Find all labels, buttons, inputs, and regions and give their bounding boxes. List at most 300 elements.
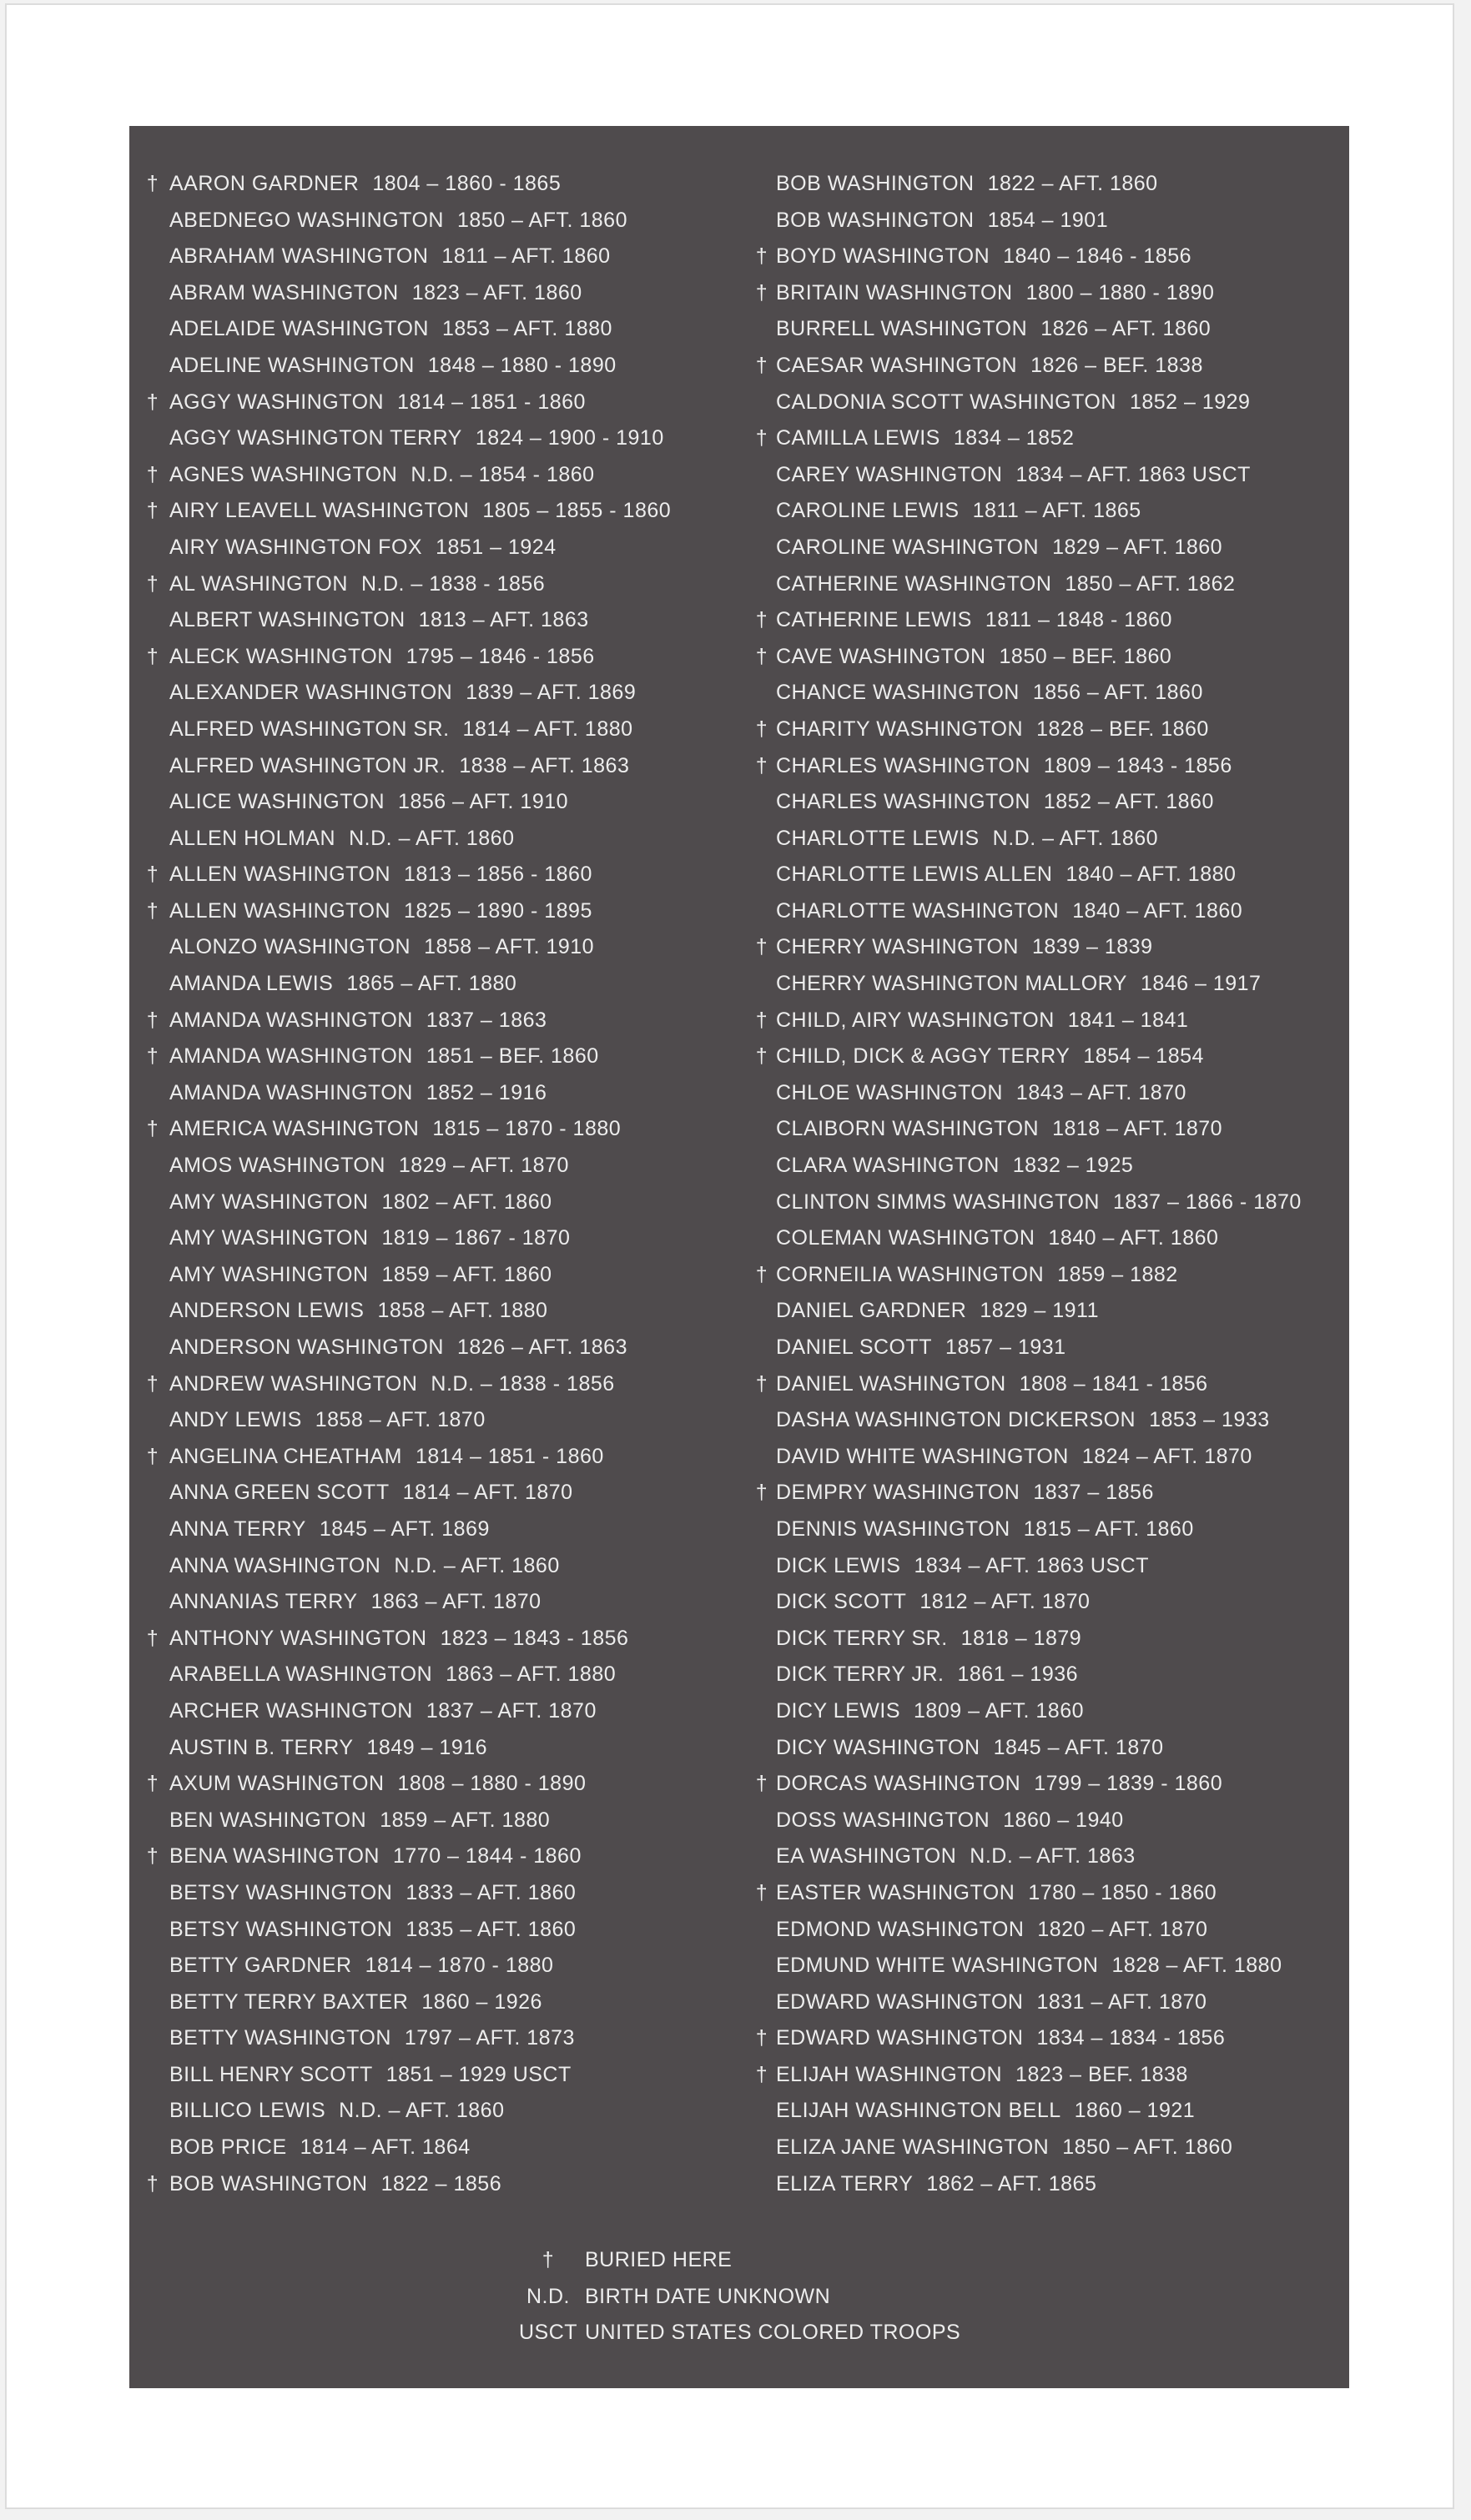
entry-name: [776, 1548, 1149, 1585]
life-dates: 1856 – AFT. 1910: [398, 790, 569, 814]
person-name: ELIJAH WASHINGTON: [776, 2062, 1003, 2086]
name-entry: [738, 929, 1349, 966]
person-name: ANDERSON WASHINGTON: [169, 1335, 444, 1359]
name-entry: [738, 1257, 1349, 1294]
entry-name: [169, 929, 594, 966]
entry-name: [776, 1948, 1282, 1984]
entry-name: [776, 457, 1251, 494]
name-entry: [738, 1875, 1349, 1912]
life-dates: 1828 – AFT. 1880: [1111, 1954, 1282, 1978]
person-name: ADELAIDE WASHINGTON: [169, 317, 429, 341]
entry-name: [776, 1330, 1066, 1366]
buried-here-mark: †: [146, 2171, 159, 2196]
life-dates: 1859 – AFT. 1880: [380, 1808, 551, 1832]
entry-name: [169, 203, 627, 239]
entry-name: [169, 1111, 621, 1148]
name-entry: [129, 348, 738, 385]
person-name: CAESAR WASHINGTON: [776, 353, 1018, 377]
person-name: ALEXANDER WASHINGTON: [169, 681, 453, 705]
buried-here-mark: †: [146, 172, 159, 195]
person-name: BOB WASHINGTON: [776, 208, 975, 232]
buried-here-mark: †: [755, 280, 768, 304]
entry-name: [169, 1003, 547, 1039]
name-entry: [738, 1621, 1349, 1657]
person-name: BETTY WASHINGTON: [169, 2026, 391, 2050]
entry-name: [169, 1257, 552, 1294]
life-dates: 1837 – 1863: [426, 1008, 547, 1032]
name-entry: [129, 2130, 738, 2166]
person-name: EASTER WASHINGTON: [776, 1880, 1015, 1904]
life-dates: 1859 – AFT. 1860: [381, 1262, 552, 1286]
person-name: CHARLOTTE WASHINGTON: [776, 898, 1060, 923]
entry-name: [169, 1148, 569, 1185]
name-entry: [129, 1111, 738, 1148]
entry-name: [776, 2093, 1195, 2130]
memorial-plaque: [129, 126, 1349, 2388]
life-dates: 1823 – BEF. 1838: [1015, 2062, 1188, 2086]
life-dates: 1832 – 1925: [1012, 1154, 1134, 1178]
entry-name: [169, 1693, 597, 1730]
entry-name: [169, 1984, 542, 2021]
person-name: CHILD, DICK & AGGY TERRY: [776, 1044, 1071, 1069]
person-name: CAVE WASHINGTON: [776, 644, 986, 668]
entry-name: [169, 2093, 505, 2130]
person-name: CHARLOTTE LEWIS: [776, 826, 980, 850]
entry-name: [169, 1548, 560, 1585]
person-name: DICY WASHINGTON: [776, 1735, 980, 1759]
life-dates: 1854 – 1854: [1083, 1044, 1204, 1069]
person-name: CHARITY WASHINGTON: [776, 717, 1024, 741]
buried-here-mark: †: [146, 1844, 159, 1869]
life-dates: 1829 – AFT. 1860: [1052, 535, 1223, 559]
life-dates: 1834 – AFT. 1863 USCT: [1015, 462, 1251, 486]
name-entry: [129, 420, 738, 457]
name-entry: [738, 1220, 1349, 1257]
name-entry: [738, 1766, 1349, 1803]
buried-here-mark: †: [755, 1008, 768, 1032]
entry-name: [169, 1875, 576, 1912]
entry-name: [776, 1039, 1204, 1075]
person-name: BETTY TERRY BAXTER: [169, 1989, 409, 2014]
entry-name: [776, 1220, 1218, 1257]
entry-name: [776, 1657, 1078, 1693]
life-dates: 1858 – AFT. 1910: [424, 935, 595, 959]
name-entry: [738, 1439, 1349, 1476]
name-entry: [738, 639, 1349, 676]
entry-name: [169, 1766, 586, 1803]
entry-name: [776, 2130, 1232, 2166]
person-name: CLINTON SIMMS WASHINGTON: [776, 1190, 1100, 1214]
life-dates: 1837 – 1866 - 1870: [1112, 1190, 1302, 1214]
life-dates: 1797 – AFT. 1873: [404, 2026, 575, 2050]
life-dates: N.D. – AFT. 1860: [394, 1553, 560, 1577]
entry-name: [776, 966, 1261, 1003]
buried-here-mark: †: [146, 1444, 159, 1468]
entry-name: [776, 1838, 1136, 1875]
life-dates: 1858 – AFT. 1880: [377, 1299, 548, 1323]
life-dates: 1857 – 1931: [945, 1335, 1066, 1359]
name-entry: [129, 784, 738, 821]
name-entry: [129, 1148, 738, 1185]
person-name: DASHA WASHINGTON DICKERSON: [776, 1408, 1136, 1432]
buried-here-mark: †: [755, 353, 768, 377]
entry-name: [169, 821, 515, 858]
name-entry: [738, 1148, 1349, 1185]
life-dates: 1829 – AFT. 1870: [398, 1154, 569, 1178]
person-name: BOYD WASHINGTON: [776, 244, 990, 269]
entry-name: [776, 1803, 1124, 1839]
entry-name: [169, 1912, 576, 1949]
person-name: BOB WASHINGTON: [776, 172, 975, 195]
name-entry: [738, 821, 1349, 858]
person-name: ANNA WASHINGTON: [169, 1553, 381, 1577]
life-dates: 1840 – AFT. 1880: [1065, 863, 1237, 887]
entry-name: [169, 1730, 487, 1767]
name-entry: [738, 784, 1349, 821]
life-dates: 1825 – 1890 - 1895: [404, 898, 592, 923]
entry-name: [169, 530, 557, 566]
name-entry: [129, 966, 738, 1003]
entry-name: [776, 893, 1242, 930]
person-name: AIRY LEAVELL WASHINGTON: [169, 499, 470, 523]
entry-name: [776, 348, 1203, 385]
entry-name: [776, 530, 1222, 566]
entry-name: [776, 857, 1236, 893]
person-name: ANDY LEWIS: [169, 1408, 302, 1432]
name-entry: [738, 1003, 1349, 1039]
name-entry: [738, 385, 1349, 421]
entry-name: [776, 602, 1172, 639]
life-dates: 1838 – AFT. 1863: [459, 753, 630, 777]
buried-here-mark: †: [755, 1044, 768, 1069]
names-column-right: [738, 166, 1349, 2202]
entry-name: [776, 2020, 1225, 2057]
life-dates: 1823 – AFT. 1860: [411, 280, 582, 304]
life-dates: 1814 – AFT. 1870: [402, 1481, 573, 1505]
person-name: COLEMAN WASHINGTON: [776, 1226, 1035, 1250]
person-name: DAVID WHITE WASHINGTON: [776, 1444, 1069, 1468]
life-dates: 1854 – 1901: [987, 208, 1109, 232]
name-entry: [129, 457, 738, 494]
entry-name: [776, 748, 1232, 785]
buried-here-mark: †: [146, 571, 159, 596]
entry-name: [169, 1439, 604, 1476]
name-entry: [129, 1875, 738, 1912]
entry-name: [776, 2057, 1188, 2094]
person-name: ELIZA TERRY: [776, 2171, 914, 2196]
name-entry: [129, 1912, 738, 1949]
entry-name: [169, 602, 589, 639]
person-name: CAROLINE WASHINGTON: [776, 535, 1040, 559]
entry-name: [169, 1075, 547, 1112]
name-entry: [129, 275, 738, 312]
person-name: AL WASHINGTON: [169, 571, 348, 596]
person-name: DANIEL WASHINGTON: [776, 1371, 1006, 1396]
person-name: AUSTIN B. TERRY: [169, 1735, 354, 1759]
life-dates: 1811 – AFT. 1865: [972, 499, 1141, 523]
name-entry: [738, 1111, 1349, 1148]
name-entry: [129, 893, 738, 930]
legend-code: N.D.: [526, 2284, 570, 2308]
name-entry: [738, 1657, 1349, 1693]
person-name: AMY WASHINGTON: [169, 1262, 369, 1286]
life-dates: 1846 – 1917: [1140, 972, 1262, 996]
name-entry: [129, 1330, 738, 1366]
person-name: ALFRED WASHINGTON SR.: [169, 717, 450, 741]
life-dates: 1814 – 1851 - 1860: [397, 390, 586, 414]
person-name: ANGELINA CHEATHAM: [169, 1444, 402, 1468]
person-name: DICY LEWIS: [776, 1698, 901, 1723]
life-dates: 1833 – AFT. 1860: [406, 1880, 577, 1904]
name-entry: [738, 1948, 1349, 1984]
name-entry: [738, 748, 1349, 785]
legend-meaning: BURIED HERE: [585, 2248, 733, 2271]
life-dates: 1814 – AFT. 1864: [300, 2135, 471, 2160]
name-entry: [129, 1693, 738, 1730]
life-dates: 1850 – AFT. 1862: [1065, 571, 1236, 596]
person-name: CHERRY WASHINGTON: [776, 935, 1019, 959]
life-dates: 1815 – 1870 - 1880: [432, 1117, 622, 1141]
person-name: EDMUND WHITE WASHINGTON: [776, 1954, 1099, 1978]
name-entry: [129, 566, 738, 603]
entry-name: [776, 420, 1074, 457]
name-entry: [129, 1075, 738, 1112]
person-name: CHILD, AIRY WASHINGTON: [776, 1008, 1055, 1032]
entry-name: [169, 1838, 582, 1875]
entry-name: [776, 1293, 1099, 1330]
life-dates: 1780 – 1850 - 1860: [1028, 1880, 1217, 1904]
name-entry: [129, 821, 738, 858]
life-dates: 1852 – 1916: [426, 1080, 547, 1104]
buried-here-mark: †: [146, 1117, 159, 1141]
buried-here-mark: †: [755, 753, 768, 777]
name-entry: [129, 712, 738, 748]
person-name: ARCHER WASHINGTON: [169, 1698, 413, 1723]
life-dates: 1819 – 1867 - 1870: [381, 1226, 571, 1250]
buried-here-mark: †: [146, 898, 159, 923]
name-entry: [129, 1220, 738, 1257]
buried-here-mark: †: [755, 426, 768, 450]
person-name: BRITAIN WASHINGTON: [776, 280, 1013, 304]
life-dates: 1829 – 1911: [980, 1299, 1100, 1323]
person-name: DICK TERRY JR.: [776, 1662, 945, 1687]
name-entry: [738, 348, 1349, 385]
name-entry: [738, 566, 1349, 603]
person-name: AMANDA LEWIS: [169, 972, 334, 996]
person-name: BOB WASHINGTON: [169, 2171, 368, 2196]
name-entry: [129, 1838, 738, 1875]
name-entry: [129, 1185, 738, 1221]
person-name: BURRELL WASHINGTON: [776, 317, 1028, 341]
entry-name: [776, 1693, 1084, 1730]
entry-name: [169, 712, 633, 748]
life-dates: 1840 – 1846 - 1856: [1003, 244, 1191, 269]
buried-here-mark: †: [755, 1880, 768, 1904]
entry-name: [169, 784, 568, 821]
name-entry: [738, 2166, 1349, 2203]
legend-code: USCT: [518, 2321, 578, 2345]
entry-name: [776, 203, 1108, 239]
entry-name: [169, 966, 516, 1003]
entry-name: [169, 457, 595, 494]
name-entry: [129, 675, 738, 712]
entry-name: [776, 929, 1152, 966]
person-name: AMOS WASHINGTON: [169, 1154, 385, 1178]
name-entry: [738, 203, 1349, 239]
name-entry: [738, 675, 1349, 712]
buried-here-mark: †: [146, 644, 159, 668]
buried-here-mark: †: [755, 717, 768, 741]
person-name: CHERRY WASHINGTON MALLORY: [776, 972, 1127, 996]
life-dates: 1845 – AFT. 1869: [319, 1517, 490, 1541]
name-entry: [129, 1039, 738, 1075]
life-dates: 1831 – AFT. 1870: [1036, 1989, 1207, 2014]
name-entry: [129, 166, 738, 203]
entry-name: [169, 2166, 501, 2203]
name-entry: [129, 639, 738, 676]
person-name: EDMOND WASHINGTON: [776, 1917, 1025, 1941]
name-entry: [129, 2093, 738, 2130]
buried-here-mark: †: [146, 1772, 159, 1796]
buried-here-mark: †: [755, 935, 768, 959]
life-dates: 1813 – 1856 - 1860: [404, 863, 592, 887]
entry-name: [169, 1511, 490, 1548]
person-name: ALICE WASHINGTON: [169, 790, 385, 814]
life-dates: N.D. – 1838 - 1856: [431, 1371, 615, 1396]
name-entry: [129, 602, 738, 639]
life-dates: 1837 – 1856: [1033, 1481, 1154, 1505]
name-entry: [129, 530, 738, 566]
buried-here-mark: †: [755, 1262, 768, 1286]
person-name: ALLEN WASHINGTON: [169, 898, 390, 923]
life-dates: 1839 – 1839: [1031, 935, 1153, 959]
entry-name: [169, 639, 595, 676]
life-dates: 1863 – AFT. 1870: [370, 1590, 542, 1614]
buried-here-mark: †: [146, 462, 159, 486]
name-entry: [738, 275, 1349, 312]
person-name: CATHERINE WASHINGTON: [776, 571, 1052, 596]
life-dates: 1849 – 1916: [366, 1735, 488, 1759]
entry-name: [169, 893, 592, 930]
person-name: ALLEN WASHINGTON: [169, 863, 390, 887]
person-name: ABEDNEGO WASHINGTON: [169, 208, 444, 232]
buried-here-mark: †: [755, 1481, 768, 1505]
buried-here-mark: †: [755, 1371, 768, 1396]
entry-name: [169, 1293, 547, 1330]
entry-name: [169, 275, 582, 312]
name-entry: [738, 166, 1349, 203]
person-name: EDWARD WASHINGTON: [776, 2026, 1024, 2050]
name-entry: [738, 1475, 1349, 1511]
person-name: CAREY WASHINGTON: [776, 462, 1003, 486]
person-name: ELIJAH WASHINGTON BELL: [776, 2099, 1061, 2123]
entry-name: [776, 784, 1214, 821]
name-entry: [129, 1511, 738, 1548]
name-entry: [129, 929, 738, 966]
life-dates: 1850 – AFT. 1860: [456, 208, 627, 232]
entry-name: [169, 420, 664, 457]
buried-here-mark: †: [146, 1371, 159, 1396]
person-name: ANDERSON LEWIS: [169, 1299, 365, 1323]
entry-name: [169, 385, 586, 421]
life-dates: 1814 – 1870 - 1880: [365, 1954, 554, 1978]
name-entry: [129, 1003, 738, 1039]
life-dates: 1800 – 1880 - 1890: [1025, 280, 1215, 304]
entry-name: [169, 2057, 572, 2094]
life-dates: 1862 – AFT. 1865: [926, 2171, 1097, 2196]
entry-name: [169, 2130, 471, 2166]
entry-name: [169, 1330, 627, 1366]
life-dates: 1809 – 1843 - 1856: [1043, 753, 1232, 777]
name-entry: [129, 1730, 738, 1767]
life-dates: 1840 – AFT. 1860: [1072, 898, 1243, 923]
person-name: DICK SCOTT: [776, 1590, 907, 1614]
entry-name: [169, 348, 617, 385]
life-dates: 1811 – 1848 - 1860: [985, 608, 1172, 632]
person-name: EDWARD WASHINGTON: [776, 1989, 1024, 2014]
life-dates: 1812 – AFT. 1870: [919, 1590, 1091, 1614]
buried-here-mark: †: [146, 863, 159, 887]
person-name: ALONZO WASHINGTON: [169, 935, 411, 959]
life-dates: 1809 – AFT. 1860: [914, 1698, 1085, 1723]
name-entry: [738, 1838, 1349, 1875]
entry-name: [776, 1621, 1081, 1657]
person-name: DICK TERRY SR.: [776, 1626, 948, 1650]
life-dates: 1837 – AFT. 1870: [426, 1698, 597, 1723]
life-dates: N.D. – AFT. 1860: [339, 2099, 505, 2123]
name-entry: [129, 1548, 738, 1585]
name-entry: [129, 2020, 738, 2057]
entry-name: [776, 1912, 1207, 1949]
person-name: AMERICA WASHINGTON: [169, 1117, 420, 1141]
life-dates: 1822 – AFT. 1860: [987, 172, 1158, 195]
person-name: ELIZA JANE WASHINGTON: [776, 2135, 1050, 2160]
person-name: ABRAHAM WASHINGTON: [169, 244, 429, 269]
life-dates: 1834 – 1834 - 1856: [1036, 2026, 1226, 2050]
name-entry: [738, 1330, 1349, 1366]
entry-name: [776, 1111, 1222, 1148]
person-name: ANNA TERRY: [169, 1517, 306, 1541]
name-entry: [738, 311, 1349, 348]
entry-name: [776, 1075, 1186, 1112]
person-name: CAROLINE LEWIS: [776, 499, 960, 523]
name-entry: [738, 457, 1349, 494]
person-name: BEN WASHINGTON: [169, 1808, 367, 1832]
name-entry: [738, 1548, 1349, 1585]
entry-name: [169, 311, 612, 348]
person-name: BETSY WASHINGTON: [169, 1917, 393, 1941]
life-dates: 1805 – 1855 - 1860: [482, 499, 672, 523]
person-name: CAMILLA LEWIS: [776, 426, 940, 450]
person-name: AIRY WASHINGTON FOX: [169, 535, 423, 559]
entry-name: [169, 166, 561, 203]
buried-here-mark: †: [755, 2026, 768, 2050]
entry-name: [169, 1185, 552, 1221]
person-name: ALBERT WASHINGTON: [169, 608, 406, 632]
life-dates: 1863 – AFT. 1880: [446, 1662, 617, 1687]
name-entry: [129, 1366, 738, 1403]
paper-sheet: [5, 3, 1454, 2509]
legend-row: [515, 2242, 1015, 2279]
name-entry: [738, 2020, 1349, 2057]
person-name: ADELINE WASHINGTON: [169, 353, 415, 377]
entry-name: [776, 1185, 1302, 1221]
life-dates: 1804 – 1860 - 1865: [372, 172, 562, 195]
name-entry: [129, 203, 738, 239]
life-dates: 1850 – AFT. 1860: [1062, 2135, 1233, 2160]
name-entry: [129, 1984, 738, 2021]
life-dates: 1826 – AFT. 1860: [1040, 317, 1212, 341]
